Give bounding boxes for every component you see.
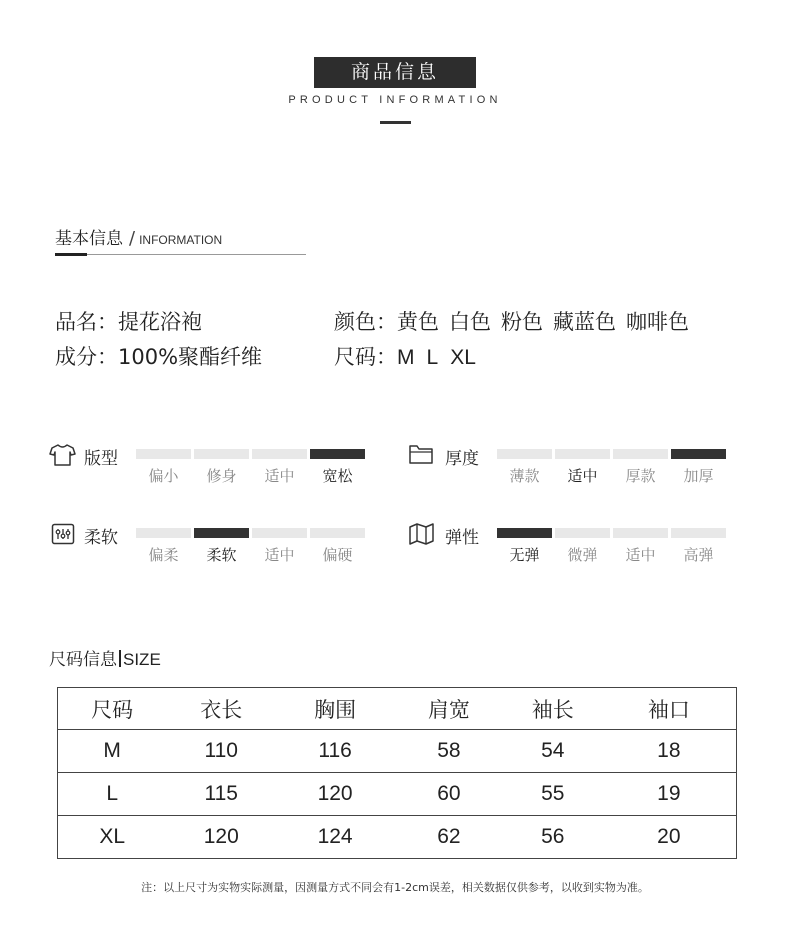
section-header-subtitle: PRODUCT INFORMATION [288,94,502,106]
scale-option-label: 加厚 [683,467,714,485]
size-info-title [49,645,161,670]
size-option: XL [450,346,476,369]
scale-segment [497,528,552,538]
attr-label-fit: 版型 [84,449,118,469]
title-slash: / [129,228,136,249]
tshirt-icon [49,443,76,467]
color-option: 咖啡色 [626,310,689,334]
size-title-bar [119,650,121,667]
color-line [334,306,689,336]
size-table-cell: 110 [166,730,276,773]
scale-segment [555,528,610,538]
size-table-cell: 62 [394,816,504,859]
scale-option-label: 柔软 [206,546,237,564]
scale-option-label: 微弹 [567,546,598,564]
scale-option-label: 宽松 [322,467,353,485]
size-table-header: 肩宽 [427,697,470,722]
size-table-cell: 55 [504,773,602,816]
basic-info-title-en: INFORMATION [139,233,223,247]
scale-segment [497,449,552,459]
attr-label-softness: 柔软 [84,528,118,548]
scale-option-label: 适中 [625,546,656,564]
color-option: 藏蓝色 [553,310,616,334]
scale-segment [613,449,668,459]
color-option: 粉色 [501,310,543,334]
size-table-cell: 58 [394,730,504,773]
size-table-cell: 116 [276,730,394,773]
size-table-cell: 20 [602,816,737,859]
scale-segment [252,528,307,538]
size-table-cell: 60 [394,773,504,816]
material-value: 100%聚酯纤维 [118,345,263,369]
size-table-cell: M [58,730,167,773]
size-table-header: 袖长 [531,697,574,722]
scale-option-label: 偏柔 [148,546,179,564]
basic-info-title-cn: 基本信息 [55,229,123,249]
size-label: 尺码： [334,345,397,369]
size-line [334,341,476,371]
folder-icon [408,443,434,465]
size-table-row [58,816,737,859]
scale-segment [671,528,726,538]
size-table-cell: 18 [602,730,737,773]
size-table [57,687,737,859]
product-name-value: 提花浴袍 [118,310,202,334]
scale-option-label: 偏硬 [322,546,353,564]
size-table-cell: XL [58,816,167,859]
scale-segment [613,528,668,538]
scale-option-label: 修身 [206,467,237,485]
basic-info-underline [55,254,306,255]
size-option: L [426,346,439,369]
scale-segment [136,449,191,459]
scale-option-label: 薄款 [509,467,540,485]
size-table-cell: 124 [276,816,394,859]
size-table-row [58,773,737,816]
size-table-cell: 56 [504,816,602,859]
size-table-cell: 54 [504,730,602,773]
scale-option-label: 偏小 [148,467,179,485]
map-icon [408,522,435,546]
color-option: 黄色 [397,310,439,334]
scale-segment [194,449,249,459]
softness-icon [51,523,75,545]
scale-option-label: 高弹 [683,546,714,564]
size-table-row [58,730,737,773]
size-table-header: 尺码 [91,697,134,722]
scale-segment [194,528,249,538]
size-info-title-cn: 尺码信息 [49,650,117,670]
scale-segment [555,449,610,459]
size-table-cell: 115 [166,773,276,816]
material-label: 成分： [55,345,118,369]
scale-segment [136,528,191,538]
product-name-line [55,306,202,336]
size-table-cell: 120 [276,773,394,816]
size-table-header-row [58,688,737,730]
scale-option-label: 适中 [264,546,295,564]
attr-label-thickness: 厚度 [445,449,479,469]
scale-segment [310,449,365,459]
size-option: M [397,346,415,369]
size-table-cell: L [58,773,167,816]
size-table-cell: 120 [166,816,276,859]
product-name-label: 品名： [55,310,118,334]
material-line [55,341,262,371]
size-table-cell: 19 [602,773,737,816]
section-header-title: 商品信息 [314,57,476,88]
size-note: 注：以上尺寸为实物实际测量，因测量方式不同会有1-2cm误差，相关数据仅供参考，以收到实物为准。 [141,881,649,894]
size-table-header: 胸围 [314,697,357,722]
scale-option-label: 无弹 [509,546,540,564]
attr-label-elasticity: 弹性 [445,528,479,548]
color-option: 白色 [449,310,491,334]
scale-option-label: 适中 [264,467,295,485]
size-info-title-en: SIZE [123,650,161,669]
scale-segment [252,449,307,459]
basic-info-title [55,224,222,249]
size-table-header: 袖口 [647,697,690,722]
scale-segment [671,449,726,459]
scale-option-label: 厚款 [625,467,656,485]
basic-info-underline-accent [55,253,87,256]
scale-option-label: 适中 [567,467,598,485]
header-divider [380,121,411,124]
size-table-header: 衣长 [200,697,243,722]
scale-segment [310,528,365,538]
color-label: 颜色： [334,310,397,334]
